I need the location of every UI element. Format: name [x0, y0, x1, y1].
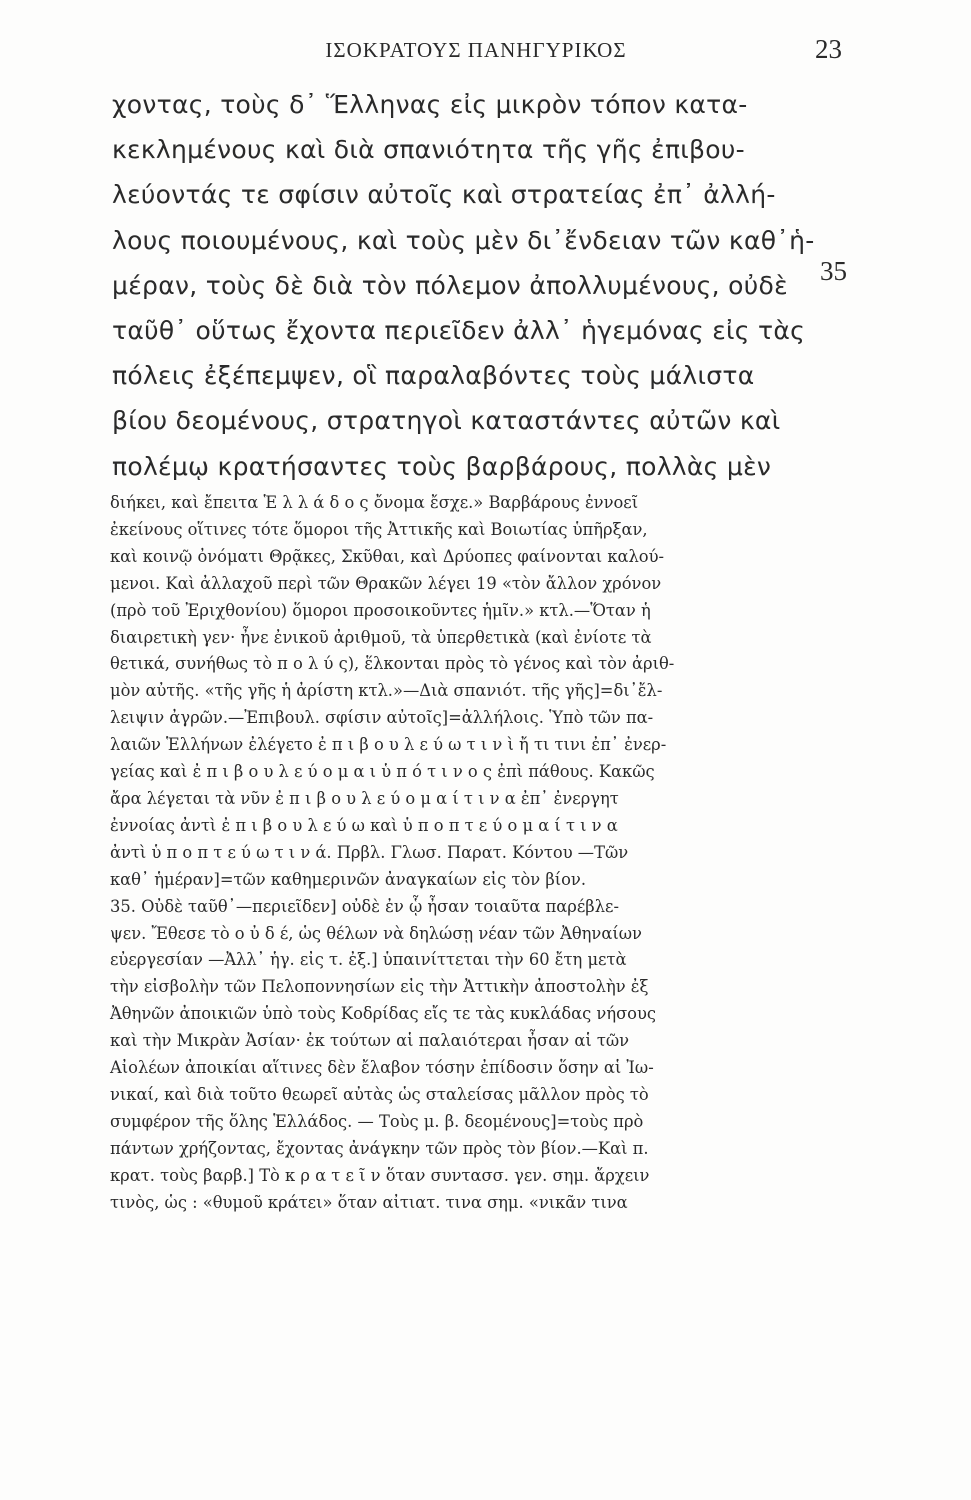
- note-line: ἀντὶ ὑ π ο π τ ε ύ ω τ ι ν ά. Πρβλ. Γλωσ. Παρατ. Κόντου —Τῶν: [110, 842, 629, 862]
- note-line: διήκει, καὶ ἔπειτα Ἑ λ λ ά δ ο ς ὄνομα ἔσχε.» Βαρβάρους ἐννοεῖ: [110, 493, 639, 512]
- note-line: μενοι. Καὶ ἀλλαχοῦ περὶ τῶν Θρακῶν λέγει 19 «τὸν ἄλλον χρόνον: [110, 573, 662, 593]
- running-title: ΙΣΟΚΡΑΤΟΥΣ ΠΑΝΗΓΥΡΙΚΟΣ: [325, 38, 627, 62]
- note-line: εὐεργεσίαν —Ἀλλ᾽ ἡγ. εἰς τ. ἐξ.] ὑπαινίττεται τὴν 60 ἔτη μετὰ: [110, 950, 627, 970]
- note-line: νικαί, καὶ διὰ τοῦτο θεωρεῖ αὐτὰς ὡς σταλείσας μᾶλλον πρὸς τὸ: [110, 1084, 649, 1104]
- note-line: θετικά, συνήθως τὸ π ο λ ύ ς), ἕλκονται πρὸς τὸ γένος καὶ τὸν ἀριθ-: [110, 654, 675, 674]
- main-text-line: πόλεις ἐξέπεμψεν, οἳ παραλαβόντες τοὺς μάλιστα: [112, 361, 755, 391]
- note-line: Ἀθηνῶν ἀποικιῶν ὑπὸ τοὺς Κοδρίδας εἴς τε τὰς κυκλάδας νήσους: [110, 1004, 657, 1024]
- note-line: συμφέρον τῆς ὅλης Ἑλλάδος. — Τοὺς μ. β. δεομένους]=τοὺς πρὸ: [110, 1111, 644, 1131]
- commentary-notes: [110, 490, 845, 1216]
- note-line: λειψιν ἀγρῶν.—Ἐπιβουλ. σφίσιν αὐτοῖς]=ἀλλήλοις. Ὑπὸ τῶν πα-: [110, 708, 654, 728]
- note-line: διαιρετικὴ γεν· ἦνε ἐνικοῦ ἀριθμοῦ, τὰ ὑπερθετικὰ (καὶ ἐνίοτε τὰ: [110, 627, 652, 647]
- note-line: ἐκείνους οἵτινες τότε ὅμοροι τῆς Ἀττικῆς καὶ Βοιωτίας ὑπῆρξαν,: [110, 519, 648, 539]
- note-line: λαιῶν Ἑλλήνων ἐλέγετο ἐ π ι β ο υ λ ε ύ ω τ ι ν ὶ ἤ τι τινι ἐπ᾽ ἐνερ-: [110, 735, 667, 755]
- main-text-line: μέραν, τοὺς δὲ διὰ τὸν πόλεμον ἀπολλυμένους, οὐδὲ: [112, 270, 788, 300]
- note-line: πάντων χρήζοντας, ἔχοντας ἀνάγκην τῶν πρὸς τὸν βίον.—Καὶ π.: [110, 1138, 649, 1158]
- main-text-line: κεκλημένους καὶ διὰ σπανιότητα τῆς γῆς ἐπιβου-: [112, 135, 745, 165]
- note-line: ἄρα λέγεται τὰ νῦν ἐ π ι β ο υ λ ε ύ ο μ α ί τ ι ν α ἐπ᾽ ἐνεργητ: [110, 788, 619, 808]
- note-line: 35. Οὐδὲ ταῦθ᾽—περιεῖδεν] οὐδὲ ἐν ᾧ ἦσαν τοιαῦτα παρέβλε-: [110, 896, 619, 916]
- main-text-line: λους ποιουμένους, καὶ τοὺς μὲν δι᾽ἔνδειαν τῶν καθ᾽ἡ-: [112, 225, 815, 255]
- page-header: [110, 30, 842, 70]
- note-line: καθ᾽ ἡμέραν]=τῶν καθημερινῶν ἀναγκαίων εἰς τὸν βίον.: [110, 869, 587, 889]
- section-line-marker: 35: [820, 256, 847, 286]
- main-text-line: λεύοντάς τε σφίσιν αὐτοῖς καὶ στρατείας ἐπ᾽ ἀλλή-: [112, 180, 776, 210]
- main-text-line: βίου δεομένους, στρατηγοὶ καταστάντες αὐτῶν καὶ: [112, 406, 781, 436]
- main-text-line: πολέμῳ κρατήσαντες τοὺς βαρβάρους, πολλὰς μὲν: [112, 451, 772, 481]
- main-text-line: ταῦθ᾽ οὕτως ἔχοντα περιεῖδεν ἀλλ᾽ ἡγεμόνας εἰς τὰς: [112, 316, 806, 346]
- main-text-line: χοντας, τοὺς δ᾽ Ἕλληνας εἰς μικρὸν τόπον κατα-: [112, 90, 748, 119]
- note-line: ἐννοίας ἀντὶ ἐ π ι β ο υ λ ε ύ ω καὶ ὑ π ο π τ ε ύ ο μ α ί τ ι ν α: [110, 815, 618, 835]
- note-line: γείας καὶ ἐ π ι β ο υ λ ε ύ ο μ α ι ὑ π ό τ ι ν ο ς ἐπὶ πάθους. Κακῶς: [110, 762, 655, 782]
- note-line: τινὸς, ὡς : «θυμοῦ κράτει» ὅταν αἰτιατ. τινα σημ. «νικᾶν τινα: [110, 1192, 628, 1212]
- note-line: ψεν. Ἔθεσε τὸ ο ὐ δ έ, ὡς θέλων νὰ δηλώσῃ νέαν τῶν Ἀθηναίων: [110, 923, 642, 943]
- note-line: μὸν αὐτῆς. «τῆς γῆς ἡ ἀρίστη κτλ.»—Διὰ σπανιότ. τῆς γῆς]=δι᾽ἔλ-: [110, 681, 663, 701]
- note-line: (πρὸ τοῦ Ἐριχθονίου) ὅμοροι προσοικοῦντες ἡμῖν.» κτλ.—Ὅταν ἡ: [110, 600, 651, 620]
- note-line: κρατ. τοὺς βαρβ.] Τὸ κ ρ α τ ε ῖ ν ὅταν συντασσ. γεν. σημ. ἄρχειν: [110, 1165, 650, 1185]
- page-number: 23: [815, 34, 842, 64]
- note-line: καὶ τὴν Μικρὰν Ἀσίαν· ἐκ τούτων αἱ παλαιότεραι ἦσαν αἱ τῶν: [110, 1031, 630, 1051]
- note-line: Αἰολέων ἀποικίαι αἵτινες δὲν ἔλαβον τόσην ἐπίδοσιν ὅσην αἱ Ἰω-: [110, 1058, 654, 1078]
- note-line: καὶ κοινῷ ὀνόματι Θρᾷκες, Σκῦθαι, καὶ Δρύοπες φαίνονται καλού-: [110, 546, 665, 566]
- note-line: τὴν εἰσβολὴν τῶν Πελοποννησίων εἰς τὴν Ἀττικὴν ἀποστολὴν ἐξ: [110, 977, 649, 997]
- main-text: [112, 82, 842, 489]
